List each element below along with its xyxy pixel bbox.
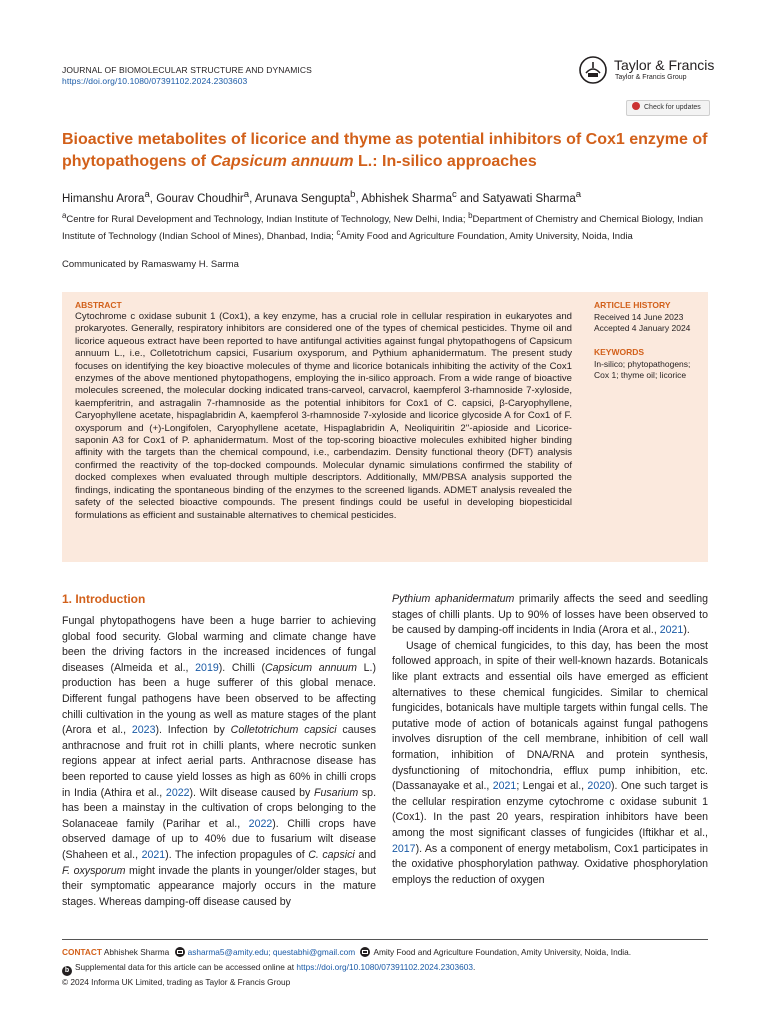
author-name: Gourav Choudhir [156,192,244,205]
contact-line [62,946,631,958]
supplemental-line: b Supplemental data for this article can be accessed online at https://doi.org/10.1080/07391102.2024.2303603. [62,961,475,976]
citation-link[interactable]: 2020 [587,780,611,793]
paragraph: Usage of chemical fungicides, to this day, has been the most followed approach, in spite of their well-known hazards. Botanicals like plant extracts and essential oils have emerged as efficient alternatives to these chemical fungicides. Similar to chemical fungicides, botanicals have multiple targets within fungal cells. The putative mode of action of botanicals against fungal pathogens involves disruption of the cell membrane, inhibition of cell wall formation, inhibition of DNA/RNA and protein synthesis, dysfunctioning of mitochondria, efflux pump inhibition, etc. (Dassanayake et al., 2021; Lengai et al., 2020). One such target is the cellular respiration enzyme cytochrome c oxidase subunit 1 (Cox1). In the past 20 years, respiration inhibitors have been among the most significant classes of fungicides (Iftikhar et al., 2017). As a component of energy metabolism, Cox1 participates in the oxidative phosphorylation pathway. Oxidative phosphorylation employs the reduction of oxygen [392,639,708,886]
author-name: Himanshu Arora [62,192,145,205]
contact-name: Abhishek Sharma [103,947,170,957]
body-column-right [392,592,708,888]
article-title: Bioactive metabolites of licorice and thyme as potential inhibitors of Cox1 enzyme of phytopathogens of Capsicum annuum L.: In-silico approaches [62,131,708,170]
footer-divider [62,939,708,940]
citation-link[interactable]: 2017 [392,842,416,855]
email-icon [175,947,185,957]
section-heading-introduction: 1. Introduction [62,592,146,606]
author-name: Arunava Sengupta [254,192,351,205]
keywords-heading: KEYWORDS [594,347,645,357]
body-column-left [62,614,376,910]
citation-link[interactable]: 2021 [659,624,684,637]
received-date: Received 14 June 2023 [594,312,684,322]
citation-link[interactable]: 2019 [195,661,219,674]
accepted-date: Accepted 4 January 2024 [594,323,691,333]
citation-link[interactable]: 2021 [141,848,166,861]
communicated-by: Communicated by Ramaswamy H. Sarma [62,259,239,270]
publisher-group: Taylor & Francis Group [615,74,687,81]
citation-link[interactable]: 2023 [131,724,156,737]
affiliations: $^a$Centre for Rural Development and Technology, Indian Institute of Technology, New Delhi, India; $^b$Department of Chemistry and Chemical Biology, Indian Institute of Technology (Indian School of Mines), Dhanbad, India; $^c$Amity Food and Agriculture Foundation, Amity University, Noida, India [62,211,704,242]
address-icon [360,947,370,957]
check-updates-label: Check for updates [644,104,701,111]
article-history-heading: ARTICLE HISTORY [594,300,671,310]
author-name: Abhishek Sharma [361,192,453,205]
supplemental-icon: b [62,966,72,976]
contact-email-link[interactable]: asharma5@amity.edu; questabhi@gmail.com [187,947,356,957]
author-list: Himanshu Arora$^a$, Gourav Choudhir$^a$, Arunava Sengupta$^b$, Abhishek Sharma$^c$ and Satyawati Sharma$^a$ [62,189,582,205]
taylor-francis-logo[interactable] [578,55,715,87]
abstract-text: Cytochrome c oxidase subunit 1 (Cox1), a key enzyme, has a crucial role in cellular respiration in eukaryotes and prokaryotes. Generally, respiratory inhibitors are considered one of the types of chemical pesticides. Thyme oil and licorice aqueous extract have been reported to have antifungal activities against fungal phytopathogens of Capsicum annuum L., i.e., Colletotrichum capsici, Fusarium oxysporum, and Pythium aphanidermatum. The present study focuses on identifying the key bioactive molecules of thyme and licorice botanicals inhibiting the activity of the Cox1 enzymes of the above mentioned phytopathogens, employing the in-silico approach. From a wide range of bioactive molecules screened, the molecular docking indicated trans-carveol, carvacrol, kaempferol 3-rhamnoside 7-xyloside, kaempferitrin, and astragalin 7-rhamnoside as the potential inhibitors for Cox1 of C. capsici, β-Caryophyllene, Caryophyllene acetate, hispaglabridin A, kaempferol 3-rhamnoside 7-xyloside and licorice glycoside A for Cox1 of F. oxysporum and (+)-Longifolen, Caryophyllene acetate, Hispaglabridin A, Neoliquiritin 2''-apioside and Licorice-saponin A3 for Cox1 of P. aphanidermatum. Most of the top-scoring bioactive molecules exhibited higher binding affinity with the targets than the chemical compound, i.e., carbendazim. Density functional theory (DFT) analysis confirmed the reactivity of the top-docked compounds. Molecular dynamic simulations confirmed the stability of docked complexes when evaluated through multiple descriptors. Additionally, MM/PBSA analysis supported the findings, indicating the spontaneous binding of the enzymes to the screened ligands. ADMET analysis revealed the safety of the selected bioactive compounds. The present findings could be useful in developing biopesticidal formulations as efficient and sustainable alternatives to chemical pesticides. [75,311,572,521]
abstract-heading: ABSTRACT [75,300,122,310]
publisher-name: Taylor & Francis [614,57,715,73]
contact-label: CONTACT [62,947,102,957]
paragraph: Fungal phytopathogens have been a huge barrier to achieving global food security. Global warming and climate change have been the driving factors in the increased incidences of fungal diseases (Almeida et al., 2019). Chilli (Capsicum annuum L.) production has been a huge sufferer of this global menace. Different fungal pathogens have been observed to be affecting chilli cultivation in the young as well as mature stages of the plant (Arora et al., 2023). Infection by Colletotrichum capsici causes anthracnose and fruit rot in chilli plants, where necrotic sunken regions appear at infect aerial parts. Anthracnose disease has been reported to cause yield losses as high as 60% in chilli crops in India (Athira et al., 2022). Wilt disease caused by Fusarium sp. has been a mainstay in the cultivation of crops belonging to the Solanaceae family (Parihar et al., 2022). Chilli crops have observed damage of up to 40% due to fusarium wilt disease (Shaheen et al., 2021). The infection propagules of C. capsici and F. oxysporum might invade the plants in younger/older stages, but their symptomatic appearance majorly occurs in the mature stages. Whereas damping-off disease caused by [62,615,377,908]
copyright: © 2024 Informa UK Limited, trading as Taylor & Francis Group [62,977,291,987]
author-name: Satyawati Sharma [482,192,576,205]
citation-link[interactable]: 2021 [492,780,517,793]
check-updates-icon [632,102,640,110]
journal-name: JOURNAL OF BIOMOLECULAR STRUCTURE AND DYNAMICS [62,65,312,75]
contact-affiliation: Amity Food and Agriculture Foundation, Amity University, Noida, India. [373,947,632,957]
paragraph: Pythium aphanidermatum primarily affects the seed and seedling stages of chilli plants. Up to 90% of losses have been observed to be caused by damping-off incidents in India (Arora et al., 2021). [392,593,708,637]
article-doi-link[interactable]: https://doi.org/10.1080/07391102.2024.2303603 [62,76,248,86]
taylor-francis-logo-icon [578,55,608,85]
citation-link[interactable]: 2022 [248,817,273,830]
supplemental-link[interactable]: https://doi.org/10.1080/07391102.2024.2303603 [296,962,473,972]
journal-header [62,65,312,87]
check-for-updates-button[interactable] [626,100,710,116]
keywords-text: In-silico; phytopathogens; Cox 1; thyme oil; licorice [594,359,691,380]
citation-link[interactable]: 2022 [165,786,190,799]
